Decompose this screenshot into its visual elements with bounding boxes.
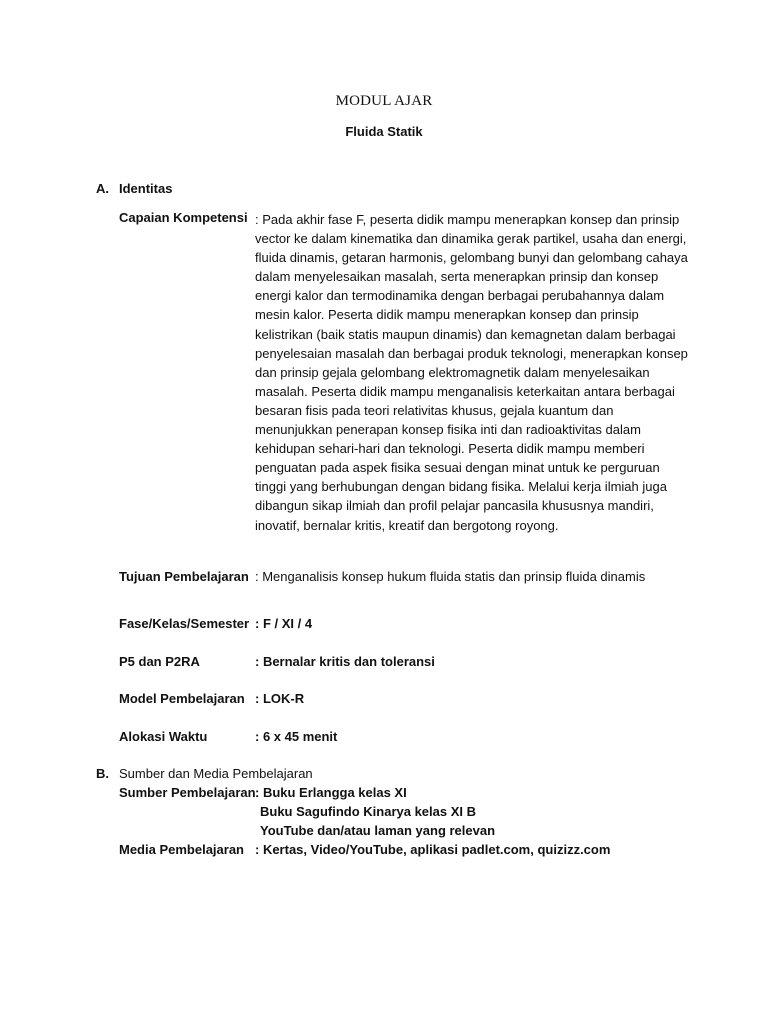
tujuan-value: : Menganalisis konsep hukum fluida statis dan prinsip fluida dinamis — [255, 569, 646, 584]
model-value: : LOK-R — [255, 691, 305, 706]
tujuan-label: Tujuan Pembelajaran — [119, 569, 249, 584]
fase-value: : F / XI / 4 — [255, 616, 313, 631]
capaian-line: : Pada akhir fase F, peserta didik mampu menerapkan konsep dan prinsip — [255, 212, 680, 227]
document-subtitle: Fluida Statik — [345, 124, 423, 139]
alokasi-label: Alokasi Waktu — [119, 729, 208, 744]
sumber-label: Sumber Pembelajaran — [119, 785, 256, 800]
document-title: MODUL AJAR — [335, 93, 433, 109]
media-label: Media Pembelajaran — [119, 842, 244, 857]
p5-label: P5 dan P2RA — [119, 654, 200, 669]
capaian-line: vector ke dalam kinematika dan dinamika gerak partikel, usaha dan energi, — [255, 231, 687, 247]
capaian-line: dalam menyelesaikan masalah, serta menerapkan prinsip dan konsep — [255, 269, 659, 285]
fase-label: Fase/Kelas/Semester — [119, 616, 250, 631]
capaian-paragraph — [255, 210, 688, 535]
capaian-line: fluida dinamis, getaran harmonis, gelombang bunyi dan gelombang cahaya — [255, 250, 688, 266]
capaian-label: Capaian Kompetensi — [119, 210, 248, 225]
capaian-line: penguatan pada aspek fisika sesuai dengan minat untuk ke perguruan — [255, 460, 660, 476]
media-value: : Kertas, Video/YouTube, aplikasi padlet.com, quizizz.com — [255, 842, 611, 857]
capaian-line: penyelesaian masalah dan berbagai produk teknologi, menerapkan konsep — [255, 345, 688, 361]
sumber-value-2: Buku Sagufindo Kinarya kelas XI B — [260, 804, 476, 819]
capaian-line: menunjukkan penerapan konsep fisika inti dan radioaktivitas dalam — [255, 422, 641, 438]
sumber-value-1: : Buku Erlangga kelas XI — [255, 785, 407, 800]
capaian-line: mesin kalor. Peserta didik mampu menerapkan konsep dan prinsip — [255, 307, 639, 323]
model-label: Model Pembelajaran — [119, 691, 245, 706]
capaian-line: masalah. Peserta didik mampu menganalisis keterkaitan antara berbagai — [255, 383, 675, 399]
capaian-line: kehidupan sehari-hari dan teknologi. Peserta didik mampu memberi — [255, 441, 645, 457]
alokasi-value: : 6 x 45 menit — [255, 729, 338, 744]
capaian-line: besaran fisis pada teori relativitas khusus, gejala kuantum dan — [255, 402, 614, 418]
capaian-line: energi kalor dan termodinamika dengan berbagai perubahannya dalam — [255, 288, 665, 304]
capaian-line: kelistrikan (baik statis maupun dinamis) dan kemagnetan dalam berbagai — [255, 326, 676, 342]
capaian-line: inovatif, bernalar kritis, kreatif dan bergotong royong. — [255, 517, 559, 533]
p5-value: : Bernalar kritis dan toleransi — [255, 654, 435, 669]
section-b-letter: B. — [96, 766, 109, 781]
capaian-line: tinggi yang berhubungan dengan bidang fisika. Melalui kerja ilmiah juga — [255, 479, 667, 495]
section-a-letter: A. — [96, 181, 109, 196]
sumber-value-3: YouTube dan/atau laman yang relevan — [260, 823, 496, 838]
capaian-line: dan prinsip gejala gelombang elektromagnetik dalam menyelesaikan — [255, 364, 650, 380]
section-b-title: Sumber dan Media Pembelajaran — [119, 766, 313, 781]
capaian-line: dibangun sikap ilmiah dan profil pelajar pancasila khususnya mandiri, — [255, 498, 654, 514]
section-a-title: Identitas — [119, 181, 173, 196]
